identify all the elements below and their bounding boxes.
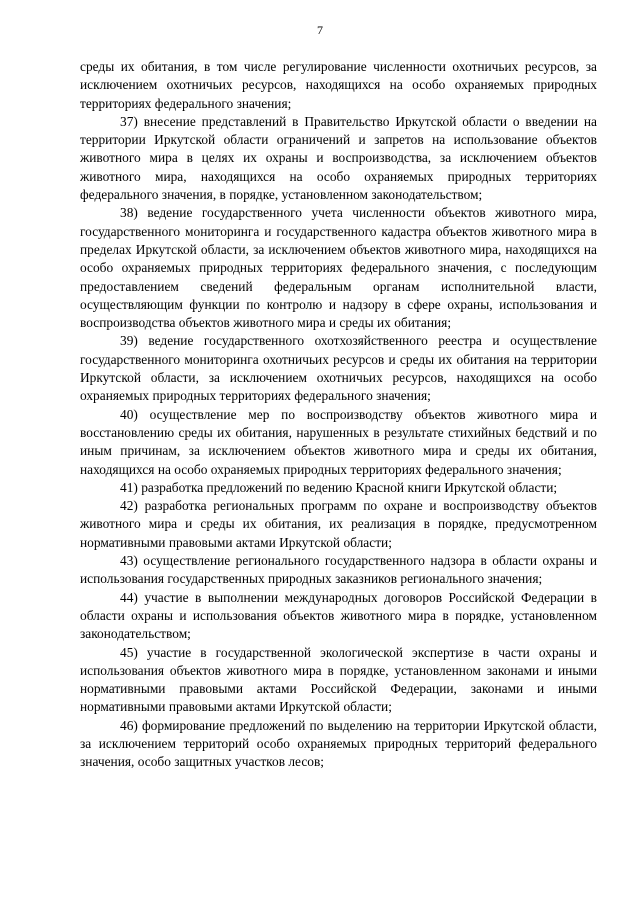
paragraph-item-37: 37) внесение представлений в Правительство Иркутской области о введении на территории Иркутской области ограничений и запретов на использование объектов животного мира в целях их охраны и воспроизводства, за исключением объектов животного мира, находящихся на особо охраняемых природных территориях федерального значения, в порядке, установленном законодательством; — [80, 113, 597, 203]
paragraph-item-41: 41) разработка предложений по ведению Красной книги Иркутской области; — [120, 479, 558, 495]
paragraph-item-38: 38) ведение государственного учета численности объектов животного мира, государственного мониторинга и государственного кадастра объектов животного мира в пределах Иркутской области, за исключением объектов животного мира, находящихся на особо охраняемых природных территориях федерального значения, с последующим предоставлением сведений федеральным органам исполнительной власти, осуществляющим функции по контролю и надзору в сфере охраны, использования и воспроизводства объектов животного мира и среды их обитания; — [80, 205, 597, 331]
document-body — [80, 58, 597, 772]
paragraph-item-42: 42) разработка региональных программ по охране и воспроизводству объектов животного мира и среды их обитания, их реализация в порядке, предусмотренном нормативными правовыми актами Иркутской области; — [80, 498, 597, 550]
page-number: 7 — [317, 23, 323, 37]
paragraph-item-44: 44) участие в выполнении международных договоров Российской Федерации в области охраны и использования объектов животного мира в порядке, установленном законодательством; — [80, 589, 597, 642]
paragraph-item-46: 46) формирование предложений по выделению на территории Иркутской области, за исключением территорий особо охраняемых природных территорий федерального значения, особо защитных участков лесов; — [80, 717, 597, 770]
paragraph-item-45: 45) участие в государственной экологической экспертизе в части охраны и использования объектов животного мира в порядке, установленном законами и иными нормативными правовыми актами Российской Федерации, законами и иными нормативными правовыми актами Иркутской области; — [80, 644, 597, 715]
paragraph-item-40: 40) осуществление мер по воспроизводству объектов животного мира и восстановлению среды их обитания, нарушенных в результате стихийных бедствий и по иным причинам, за исключением объектов животного мира и среды их обитания, находящихся на особо охраняемых природных территориях федерального значения; — [80, 406, 597, 477]
paragraph-item-39: 39) ведение государственного охотхозяйственного реестра и осуществление государственного мониторинга охотничьих ресурсов и среды их обитания на территории Иркутской области, за исключением охотничьих ресурсов, находящихся на особо охраняемых природных территориях федерального значения; — [80, 333, 597, 404]
paragraph-item-43: 43) осуществление регионального государственного надзора в области охраны и использования государственных природных заказников регионального значения; — [80, 553, 597, 587]
paragraph-continuation: среды их обитания, в том числе регулирование численности охотничьих ресурсов, за исключением охотничьих ресурсов, находящихся на особо охраняемых природных территориях федерального значения; — [80, 59, 597, 111]
